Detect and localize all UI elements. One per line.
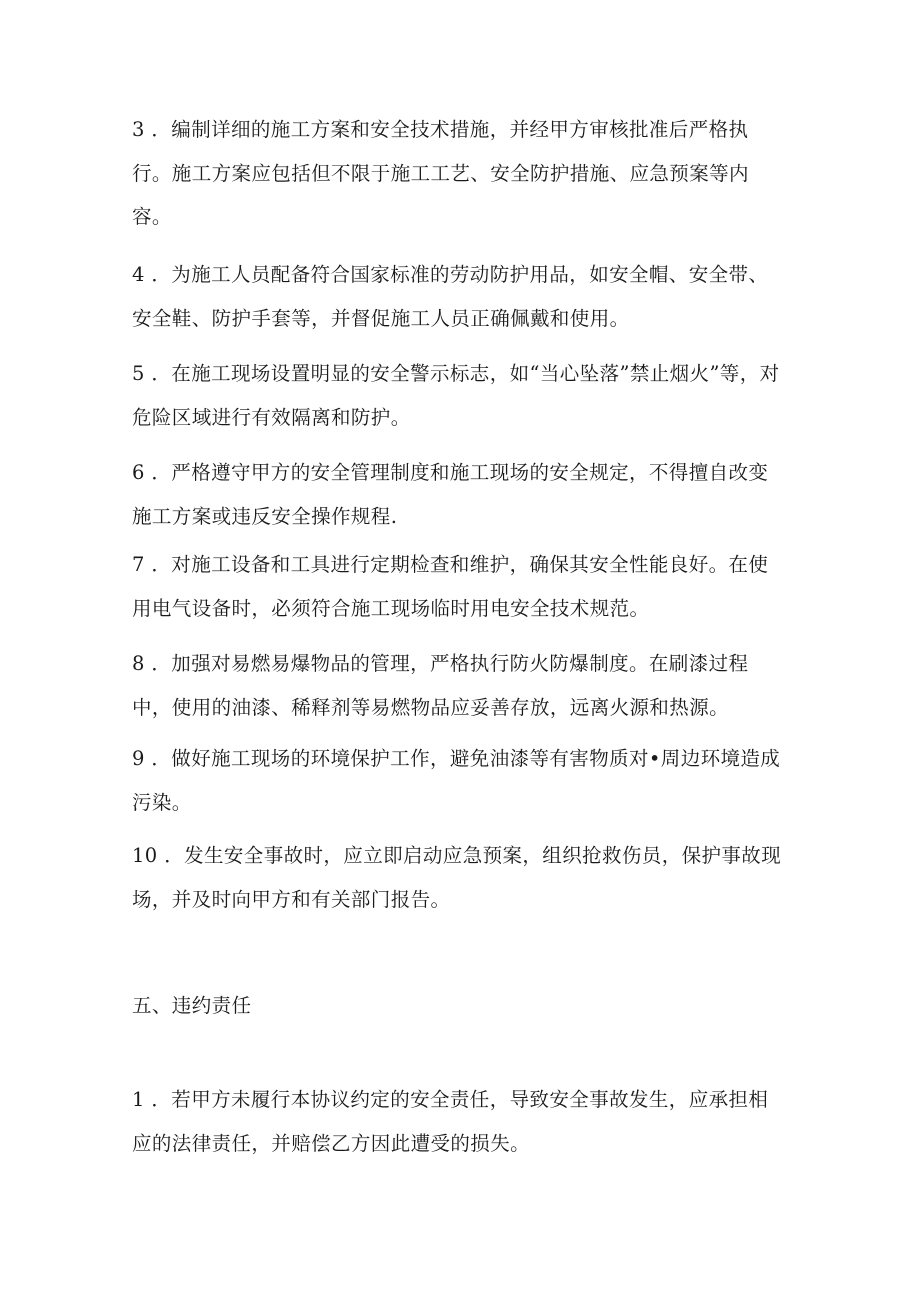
clause-6: 6 ．严格遵守甲方的安全管理制度和施工现场的安全规定，不得擅自改变施工方案或违反安全操作规程. bbox=[132, 461, 769, 528]
section-heading-breach-liability: 五、违约责任 bbox=[132, 994, 252, 1017]
clause-7: 7 ．对施工设备和工具进行定期检查和维护，确保其安全性能良好。在使用电气设备时，必须符合施工现场临时用电安全技术规范。 bbox=[132, 553, 769, 620]
clause-9: 9 ．做好施工现场的环境保护工作，避免油漆等有害物质对•周边环境造成污染。 bbox=[132, 747, 781, 814]
clause-4: 4 ．为施工人员配备符合国家标准的劳动防护用品，如安全帽、安全带、安全鞋、防护手套等，并督促施工人员正确佩戴和使用。 bbox=[132, 263, 769, 330]
clause-3: 3 ．编制详细的施工方案和安全技术措施，并经甲方审核批准后严格执行。施工方案应包括但不限于施工工艺、安全防护措施、应急预案等内容。 bbox=[132, 118, 749, 228]
clause-8: 8 ．加强对易燃易爆物品的管理，严格执行防火防爆制度。在刷漆过程中，使用的油漆、稀释剂等易燃物品应妥善存放，远离火源和热源。 bbox=[132, 652, 749, 719]
section5-clause-1: 1 ．若甲方未履行本协议约定的安全责任，导致安全事故发生，应承担相应的法律责任，并赔偿乙方因此遭受的损失。 bbox=[132, 1088, 769, 1155]
clause-10: 10 ．发生安全事故时，应立即启动应急预案，组织抢救伤员，保护事故现场，并及时向甲方和有关部门报告。 bbox=[132, 844, 782, 911]
clause-5: 5 ．在施工现场设置明显的安全警示标志，如“当心坠落”禁止烟火”等，对危险区域进行有效隔离和防护。 bbox=[132, 362, 780, 429]
